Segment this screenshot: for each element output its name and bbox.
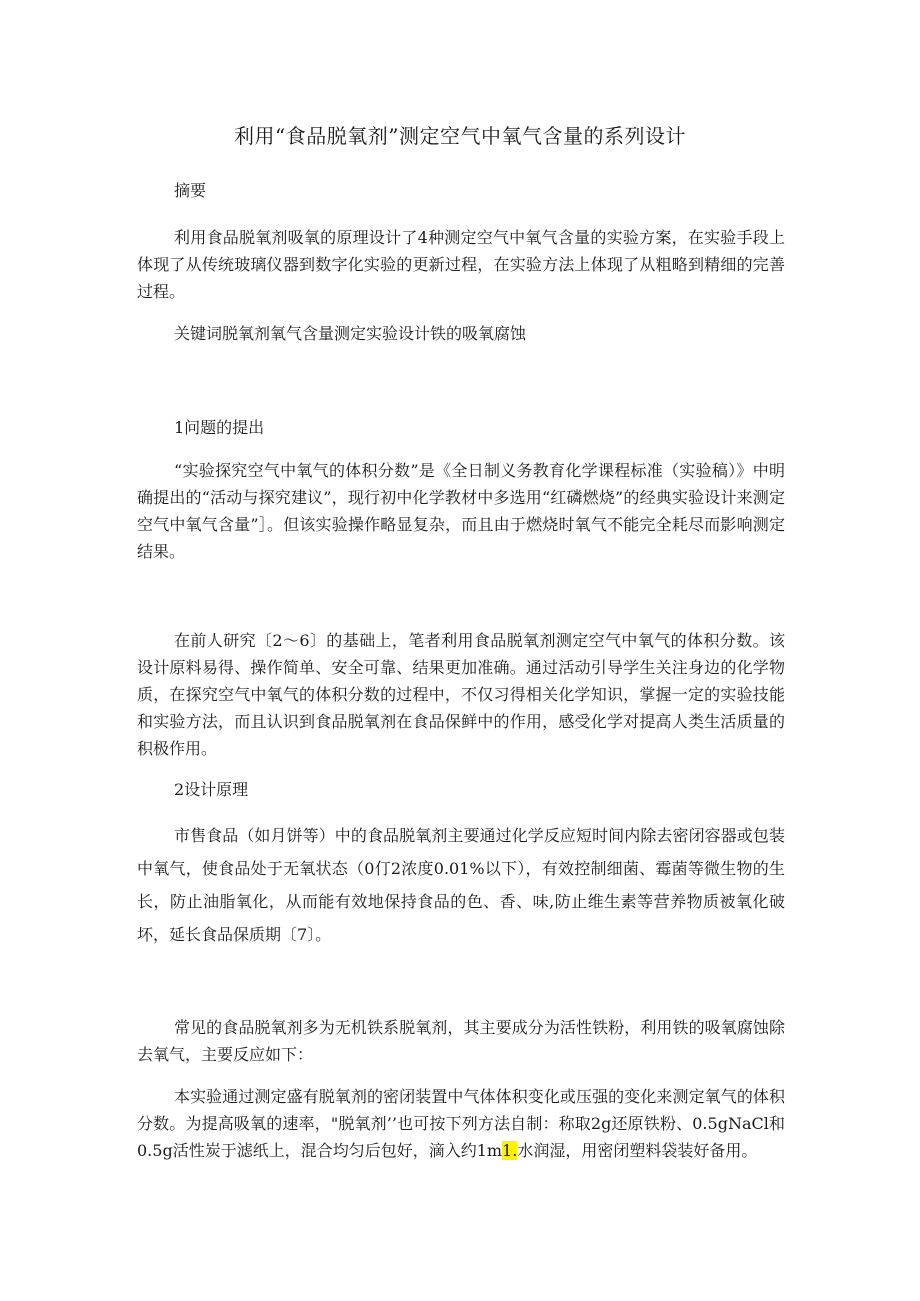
section-1-paragraph-2: 在前人研究〔2～6〕的基础上，笔者利用食品脱氧剂测定空气中氧气的体积分数。该设计原料易得、操作简单、安全可靠、结果更加准确。通过活动引导学生关注身边的化学物质，在探究空气中氧气的体积分数的过程中，不仅习得相关化学知识，掌握一定的实验技能和实验方法，而且认识到食品脱氧剂在食品保鲜中的作用，感受化学对提高人类生活质量的积极作用。 <box>137 631 785 758</box>
paragraph-3-text-before: 本实验通过测定盛有脱氧剂的密闭装置中气体体积变化或压强的变化来测定氧气的体积分数。为提高吸氧的速率，"脱氧剂’’也可按下列方法自制：称取2g还原铁粉、0.5gNaCl和0.5g活性炭于滤纸上，混合均匀后包好，滴入约1m <box>137 1087 785 1160</box>
section-1-heading: 1问题的提出 <box>174 418 265 437</box>
keywords-line: 关键词脱氧剂氧气含量测定实验设计铁的吸氧腐蚀 <box>174 324 527 343</box>
abstract-paragraph: 利用食品脱氧剂吸氧的原理设计了4种测定空气中氧气含量的实验方案，在实验手段上体现了从传统玻璃仪器到数字化实验的更新过程，在实验方法上体现了从粗略到精细的完善过程。 <box>137 228 785 301</box>
highlighted-text: 1. <box>502 1141 518 1160</box>
section-2-paragraph-2: 常见的食品脱氧剂多为无机铁系脱氧剂，其主要成分为活性铁粉，利用铁的吸氧腐蚀除去氧气，主要反应如下： <box>137 1018 785 1064</box>
section-2-paragraph-3 <box>137 1083 785 1164</box>
section-1-paragraph-1: “实验探究空气中氧气的体积分数”是《全日制义务教育化学课程标准（实验稿）》中明确提出的“活动与探究建议”，现行初中化学教材中多选用“红磷燃烧”的经典实验设计来测定空气中氧气含量”］。但该实验操作略显复杂，而且由于燃烧时氧气不能完全耗尽而影响测定结果。 <box>137 461 785 561</box>
paper-title: 利用“食品脱氧剂”测定空气中氧气含量的系列设计 <box>234 124 686 148</box>
abstract-heading: 摘要 <box>174 181 207 200</box>
section-2-paragraph-1: 市售食品（如月饼等）中的食品脱氧剂主要通过化学反应短时间内除去密闭容器或包装中氧气，使食品处于无氧状态（0仃2浓度0.01%以下），有效控制细菌、霉菌等微生物的生长，防止油脂氧化，从而能有效地保持食品的色、香、味,防止维生素等营养物质被氧化破坏，延长食品保质期〔7〕。 <box>137 826 785 944</box>
paragraph-3-text-after: 水润湿，用密闭塑料袋装好备用。 <box>517 1141 758 1160</box>
section-2-heading: 2设计原理 <box>174 780 249 799</box>
